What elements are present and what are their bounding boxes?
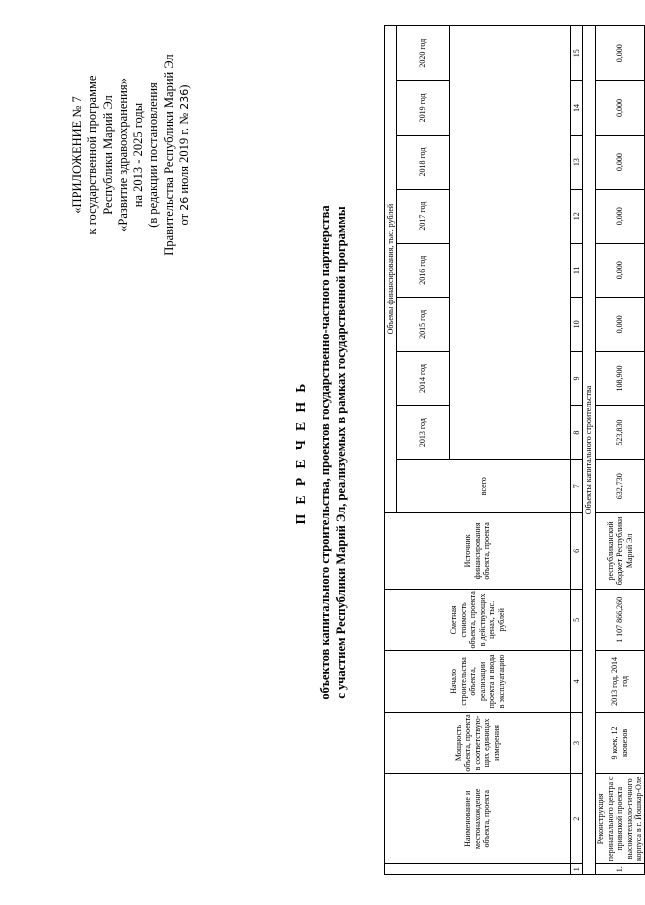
row-2019: 0,000 [596,81,645,135]
column-number: 15 [571,26,583,81]
appendix-line: «Развитие здравоохранения» [115,78,130,232]
appendix-line: (в редакции постановления [146,82,161,228]
column-number: 5 [571,589,583,651]
row-total: 632,730 [596,460,645,513]
row-2016: 0,000 [596,243,645,297]
document-title: П Е Р Е Ч Е Н Ь [293,380,308,525]
subtitle-line: объектов капитального строительства, проектов государственно-частного партнерства [318,205,332,700]
appendix-line: к государственной программе [85,75,100,235]
column-number: 10 [571,297,583,351]
header-total: всего [397,460,571,513]
row-2017: 0,000 [596,189,645,243]
header-year-2019: 2019 год [397,81,450,135]
header-year-2016: 2016 год [397,243,450,297]
header-cost: Сметная стоимость объекта, проекта в действующих ценах, тыс. рублей [385,589,571,651]
document-subtitle [317,0,349,905]
header-year-2014: 2014 год [397,351,450,405]
column-number: 4 [571,651,583,713]
appendix-line: Правительства Республики Марий Эл [161,54,176,256]
section-row [583,26,596,875]
column-numbers-row [571,26,583,875]
column-number: 2 [571,774,583,864]
column-number: 8 [571,406,583,460]
header-year-2015: 2015 год [397,297,450,351]
header-source: Источник финансирования объекта, проекта [385,513,571,589]
column-number: 6 [571,513,583,589]
appendix-line: на 2013 - 2025 годы [131,102,146,208]
row-capacity: 9 коек, 12 кювезов [596,712,645,774]
table-row [596,26,645,875]
row-number: 1. [596,864,645,875]
row-start: 2013 год, 2014 год [596,651,645,713]
column-number: 3 [571,712,583,774]
date-number: 236 [178,88,192,110]
row-2018: 0,000 [596,135,645,189]
column-number: 12 [571,189,583,243]
appendix-header [70,35,192,275]
column-number: 14 [571,81,583,135]
row-2014: 108,900 [596,351,645,405]
header-year-2020: 2020 год [397,26,450,81]
date-day: 26 [178,196,192,211]
column-number: 1 [571,864,583,875]
appendix-date-line [177,35,192,275]
header-year-2018: 2018 год [397,135,450,189]
subtitle-line: с участием Республики Марий Эл, реализуемых в рамках государственной программы [334,206,348,699]
row-cost: 1 107 866,260 [596,589,645,651]
date-middle: июля 2019 г. № [177,112,192,194]
date-prefix: от [177,213,192,226]
column-number: 9 [571,351,583,405]
row-name: Реконструкция перинатального центра с привязкой проекта высокотехноло-гичного корпуса в г. Йошкар-Оле [596,774,645,864]
date-suffix: ) [177,84,192,89]
header-year-2017: 2017 год [397,189,450,243]
header-year-2013: 2013 год [397,406,450,460]
column-number: 11 [571,243,583,297]
projects-table [384,25,645,875]
row-2013: 523,830 [596,406,645,460]
header-blank [385,864,571,875]
appendix-line: «ПРИЛОЖЕНИЕ № 7 [70,96,84,214]
header-start: Начало строительства объекта, реализации проекта и ввода в эксплуатацию [385,651,571,713]
section-title: Объекты капитального строительства [583,26,596,875]
row-source: республиканский бюджет Республики Марий Эл [596,513,645,589]
header-capacity: Мощность объекта, проекта в соответствую-щих единицах измерения [385,712,571,774]
appendix-line: Республики Марий Эл [100,95,115,215]
column-number: 7 [571,460,583,513]
header-spacer [450,26,571,460]
header-name: Наименование и местонахождение объекта, проекта [385,774,571,864]
column-number: 13 [571,135,583,189]
row-2020: 0,000 [596,26,645,81]
row-2015: 0,000 [596,297,645,351]
header-volumes: Объемы финансирования, тыс. рублей [385,26,397,513]
